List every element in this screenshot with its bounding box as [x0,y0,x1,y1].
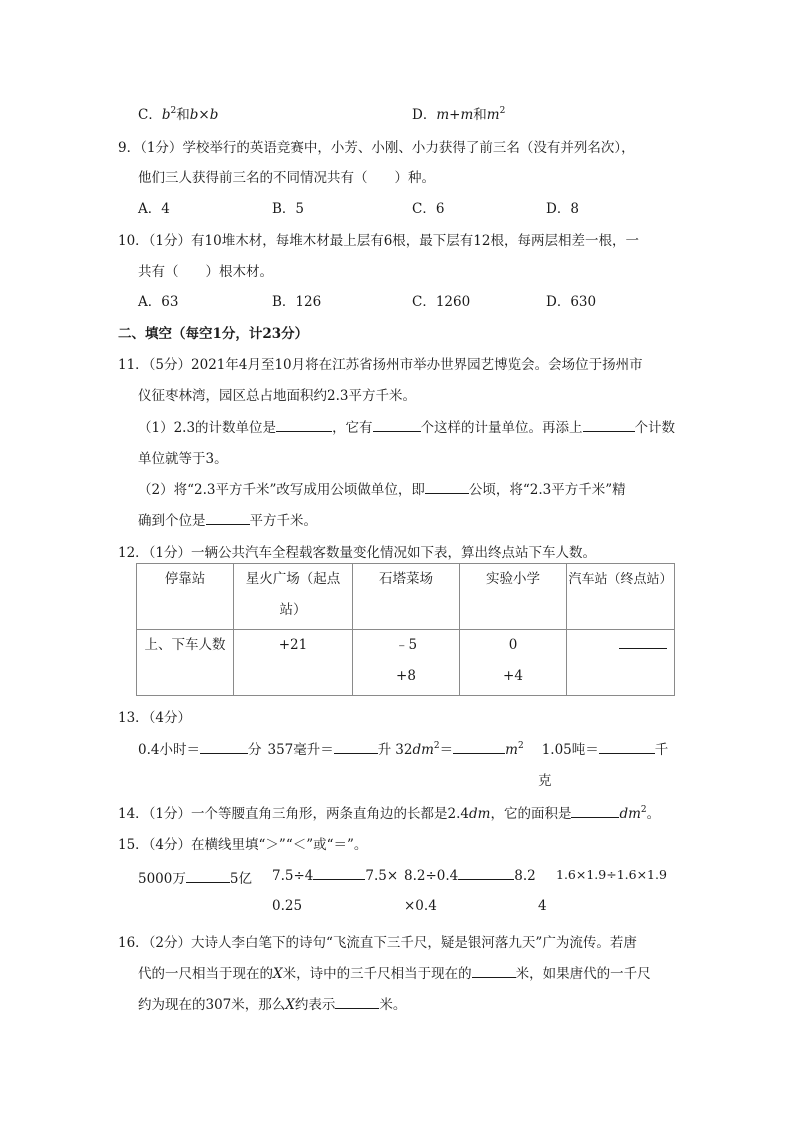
cell-line: +8 [396,668,416,684]
answer-blank[interactable] [458,867,514,880]
text: 分 [247,742,262,758]
cell-line: ﹣5 [394,637,418,653]
exponent: 2 [640,805,647,815]
q8-option-c [138,103,218,123]
answer-blank[interactable] [276,419,332,432]
q9-line1: 9．（1分）学校举行的英语竞赛中，小芳、小刚、小力获得了前三名（没有并列名次）， [118,140,635,156]
text: 米，诗中的三千尺相当于现在的 [282,966,472,982]
unit: m [505,742,518,758]
text: ，它的面积是 [490,806,572,822]
answer-blank[interactable] [186,870,230,883]
q9-option-b: B．5 [272,201,305,217]
text: 8.2 [514,868,536,884]
q15-expr3-cont: ×0.4 [404,898,437,914]
q13-conversions [138,738,668,758]
header-line: 站） [279,602,307,618]
connector: 和 [473,107,487,123]
q9-line2: 他们三人获得前三名的不同情况共有（ ）种。 [138,170,435,186]
bus-passenger-table [136,563,675,696]
text: 14．（1分）一个等腰直角三角形，两条直角边的长都是2.4 [118,806,469,822]
row-label: 上、下车人数 [137,630,234,696]
header-cell: 实验小学 [460,564,567,630]
q12-line1: 12．（1分）一辆公共汽车全程载客数量变化情况如下表，算出终点站下车人数。 [118,545,597,561]
text: 。 [646,806,661,822]
header-cell: 石塔菜场 [353,564,460,630]
text: 32 [395,742,413,758]
text: 0.4小时＝ [138,742,200,758]
exponent: 2 [433,741,440,751]
cell-line: 0 [508,637,518,653]
q10-option-c: C．1260 [412,294,471,310]
exponent: 2 [170,106,177,116]
q15-expr2 [272,867,398,884]
text: 平方千米。 [249,513,317,529]
text: 8.2÷0.4 [404,868,459,884]
connector: 和 [176,107,190,123]
answer-blank[interactable] [373,419,421,432]
text: 7.5× [365,868,399,884]
answer-blank[interactable] [571,805,619,818]
unit: dm [412,742,434,758]
table-cell [353,630,460,696]
q9-option-c: C．6 [412,201,445,217]
answer-blank[interactable] [425,481,469,494]
text: （1）2.3的计数单位是 [138,420,277,436]
text: 1.05吨＝ [541,742,599,758]
answer-blank[interactable] [619,634,667,649]
header-cell: 停靠站 [137,564,234,630]
q13-wrap: 克 [538,773,552,789]
cell-line: +4 [503,668,523,684]
text: 米，如果唐代的一千尺 [515,966,651,982]
q10-line2: 共有（ ）根木材。 [138,264,273,280]
q15-expr4-cont: 4 [538,898,547,914]
text: 5亿 [229,871,252,887]
table-cell [567,630,675,696]
option-c-prefix: C． [138,107,162,123]
text: 确到个位是 [138,513,206,529]
expr-bxb: b×b [189,107,219,123]
text: （2）将“2.3平方千米”改写成用公顷做单位，即 [138,482,425,498]
q15-expr4: 1.6×1.9÷1.6×1.9 [556,867,667,882]
answer-blank[interactable] [335,996,379,1009]
option-d-prefix: D． [412,107,437,123]
answer-blank[interactable] [206,512,250,525]
exponent: 2 [499,106,506,116]
var-m: m [486,107,500,123]
table-cell: +21 [234,630,353,696]
text: 357毫升＝ [267,742,334,758]
q16-line1: 16．（2分）大诗人李白笔下的诗句“飞流直下三千尺，疑是银河落九天”广为流传。若唐 [118,935,637,951]
q10-line1: 10．（1分）有10堆木材，每堆木材最上层有6根，最下层有12根，每两层相差一根，一 [118,233,639,249]
q8-option-d [412,103,505,123]
text: 米。 [379,997,407,1013]
section-title: 二、填空（每空1分，计23分） [118,326,309,342]
answer-blank[interactable] [453,741,505,754]
q11-line2: 仪征枣林湾，园区总占地面积约2.3平方千米。 [138,388,416,404]
var-x: X [273,966,283,982]
q10-option-a: A．63 [138,294,179,310]
text: 约表示 [294,997,336,1013]
q14-line [118,802,660,822]
q11-sub2-cont [138,509,317,529]
q9-option-d: D．8 [546,201,579,217]
q11-sub1-cont: 单位就等于3。 [138,451,228,467]
table-header-row [137,564,675,630]
answer-blank[interactable] [472,965,516,978]
answer-blank[interactable] [583,419,635,432]
text: 公顷，将“2.3平方千米”精 [468,482,626,498]
answer-blank[interactable] [334,741,378,754]
var-x: X [285,997,295,1013]
q11-sub2 [138,478,626,498]
q11-sub1 [138,416,675,436]
q15-expr1 [138,867,252,887]
q15-expr3 [404,867,536,884]
exponent: 2 [517,741,524,751]
q10-option-b: B．126 [272,294,322,310]
q13-title: 13．（4分） [118,710,192,726]
answer-blank[interactable] [200,741,248,754]
answer-blank[interactable] [599,741,655,754]
text: 5000万 [138,871,186,887]
header-line: 星火广场（起点 [245,571,341,587]
text: 代的一尺相当于现在的 [138,966,273,982]
text: 千 [654,742,669,758]
unit: dm [619,806,641,822]
table-row [137,630,675,696]
q16-line3 [138,993,406,1013]
var-b: b [161,107,171,123]
text: 升 [377,742,392,758]
q11-line1: 11．（5分）2021年4月至10月将在江苏省扬州市举办世界园艺博览会。会场位于扬州市 [118,357,643,373]
expr-m-plus-m: m+m [436,107,474,123]
table-cell [460,630,567,696]
text: 个这样的计量单位。再添上 [420,420,583,436]
q10-option-d: D．630 [546,294,597,310]
text: ＝ [439,742,454,758]
text: ，它有 [332,420,373,436]
answer-blank[interactable] [313,867,365,880]
header-cell: 汽车站（终点站） [567,564,675,630]
q9-option-a: A．4 [138,201,170,217]
q15-expr2-cont: 0.25 [272,898,303,914]
q15-title: 15．（4分）在横线里填“＞”“＜”或“＝”。 [118,837,368,853]
header-cell [234,564,353,630]
unit: dm [469,806,491,822]
text: 7.5÷4 [272,868,314,884]
text: 个计数 [634,420,676,436]
q16-line2 [138,962,651,982]
text: 约为现在的307米，那么 [138,997,286,1013]
